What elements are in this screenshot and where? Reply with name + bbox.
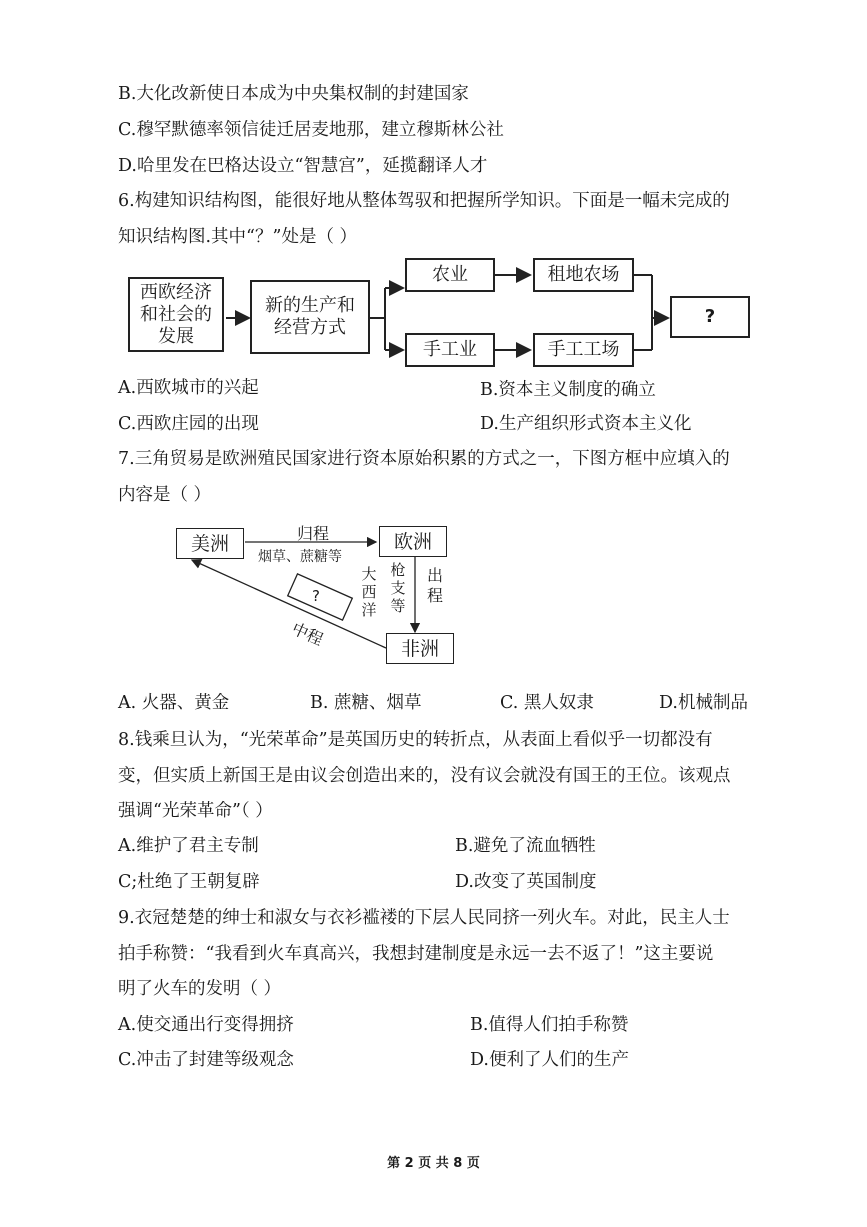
q9-option-c: C.冲击了封建等级观念 [118, 1050, 294, 1070]
page-footer: 第 2 页 共 8 页 [387, 1156, 480, 1171]
q6-stem-line-1: 6.构建知识结构图，能很好地从整体驾驭和把握所学知识。下面是一幅未完成的 [118, 191, 730, 211]
q8-option-d: D.改变了英国制度 [455, 872, 597, 892]
q5-option-c: C.穆罕默德率领信徒迁居麦地那，建立穆斯林公社 [118, 120, 504, 140]
box-unknown: ? [670, 296, 750, 338]
q6-option-d: D.生产组织形式资本主义化 [480, 414, 692, 434]
q8-stem-line-1: 8.钱乘旦认为，“光荣革命”是英国历史的转折点，从表面上看似乎一切都没有 [118, 730, 713, 750]
return-leg-label: 归程 [297, 524, 330, 543]
atlantic-ocean-label: 大西洋 [361, 565, 377, 619]
q7-stem-line-1: 7.三角贸易是欧洲殖民国家进行资本原始积累的方式之一，下图方框中应填入的 [118, 449, 730, 469]
q5-option-b: B.大化改新使日本成为中央集权制的封建国家 [118, 84, 469, 104]
box-handicraft-workshop: 手工工场 [533, 333, 634, 367]
box-handicraft: 手工业 [405, 333, 495, 367]
box-europe: 欧洲 [379, 526, 447, 557]
outbound-goods-label: 枪支等 [390, 561, 406, 615]
box-agriculture: 农业 [405, 258, 495, 292]
q8-option-c: C;杜绝了王朝复辟 [118, 872, 260, 892]
q6-option-c: C.西欧庄园的出现 [118, 414, 259, 434]
q7-option-a: A. 火器、黄金 [118, 693, 230, 713]
box-lease-farm: 租地农场 [533, 258, 634, 292]
q5-option-d: D.哈里发在巴格达设立“智慧宫”，延揽翻译人才 [118, 156, 488, 176]
return-goods-label: 烟草、蔗糖等 [258, 549, 342, 565]
q8-stem-line-2: 变，但实质上新国王是由议会创造出来的，没有议会就没有国王的王位。该观点 [118, 766, 731, 786]
q8-stem-line-3: 强调“光荣革命”（ ） [118, 801, 273, 821]
middle-leg-label: 中程 [289, 618, 327, 650]
unknown-goods-label: ? [312, 587, 320, 605]
q7-option-b: B. 蔗糖、烟草 [310, 693, 422, 713]
box-africa: 非洲 [386, 633, 454, 664]
q9-option-a: A.使交通出行变得拥挤 [118, 1015, 294, 1035]
q8-option-b: B.避免了流血牺牲 [455, 836, 596, 856]
q7-option-c: C. 黑人奴隶 [500, 693, 594, 713]
q9-stem-line-1: 9.衣冠楚楚的绅士和淑女与衣衫褴褛的下层人民同挤一列火车。对此，民主人士 [118, 908, 730, 928]
box-new-production-mode: 新的生产和经营方式 [250, 280, 370, 354]
q8-option-a: A.维护了君主专制 [118, 836, 259, 856]
q9-option-b: B.值得人们拍手称赞 [470, 1015, 629, 1035]
q9-stem-line-2: 拍手称赞：“我看到火车真高兴，我想封建制度是永远一去不返了！”这主要说 [118, 944, 714, 964]
box-west-europe-development: 西欧经济和社会的发展 [128, 277, 224, 352]
q9-stem-line-3: 明了火车的发明（ ） [118, 979, 282, 999]
q6-stem-line-2: 知识结构图.其中“？”处是（ ） [118, 227, 358, 247]
outbound-leg-label: 出程 [427, 566, 444, 605]
q9-option-d: D.便利了人们的生产 [470, 1050, 629, 1070]
q7-option-d: D.机械制品 [659, 693, 748, 713]
q6-option-a: A.西欧城市的兴起 [118, 378, 259, 398]
box-america: 美洲 [176, 528, 244, 559]
q7-stem-line-2: 内容是（ ） [118, 485, 212, 505]
q6-option-b: B.资本主义制度的确立 [480, 380, 656, 400]
